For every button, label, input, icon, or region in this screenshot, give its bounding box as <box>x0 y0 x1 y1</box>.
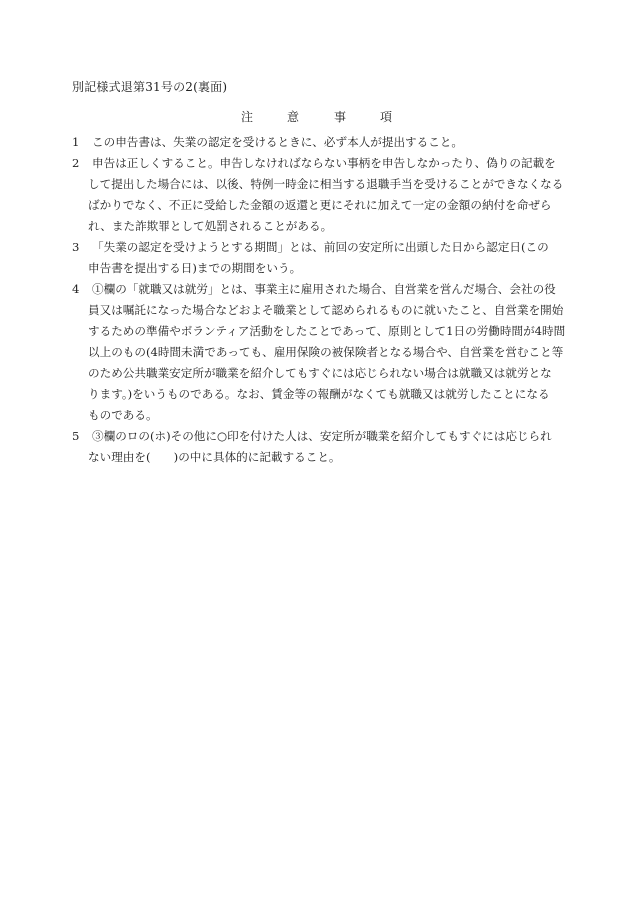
note-line: ③欄のロの(ホ)その他に○印を付けた人は、安定所が職業を紹介してもすぐには応じられ <box>92 429 552 443</box>
note-item <box>72 279 566 426</box>
heading-char: 事 <box>334 110 347 124</box>
note-line: ①欄の「就職又は就労」とは、事業主に雇用された場合、自営業を営んだ場合、会社の役 <box>92 282 556 296</box>
note-line: 申告は正しくすること。申告しなければならない事柄を申告しなかったり、偽りの記載を <box>92 156 556 170</box>
note-item <box>72 153 562 237</box>
note-item <box>72 132 562 153</box>
note-number: 2 <box>72 156 80 170</box>
note-number: 4 <box>72 282 80 296</box>
notes-list <box>72 132 566 468</box>
note-item <box>72 426 562 468</box>
note-line: のため公共職業安定所が職業を紹介してもすぐには応じられない場合は就職又は就労とな <box>88 366 552 380</box>
note-line: ものである。 <box>88 408 158 422</box>
note-line: ります。)をいうものである。なお、賃金等の報酬がなくても就職又は就労したことになる <box>88 387 550 401</box>
note-number: 3 <box>72 240 80 254</box>
note-line: れ、また詐欺罪として処罰されることがある。 <box>88 219 333 233</box>
note-line: 以上のもの(4時間未満であっても、雇用保険の被保険者となる場合や、自営業を営むこと等 <box>88 345 564 359</box>
heading-char: 注 <box>241 110 254 124</box>
note-line: 員又は嘱託になった場合などおよそ職業として認められるものに就いたこと、自営業を開始 <box>88 303 564 317</box>
note-body <box>88 132 562 153</box>
note-body <box>88 153 563 237</box>
note-number: 1 <box>72 135 80 149</box>
note-line: 「失業の認定を受けようとする期間」とは、前回の安定所に出頭した日から認定日(この <box>92 240 549 254</box>
note-body <box>88 426 562 468</box>
note-item <box>72 237 562 279</box>
heading-char: 項 <box>380 110 393 124</box>
note-line: 申告書を提出する日)までの期間をいう。 <box>88 261 302 275</box>
note-line: ばかりでなく、不正に受給した金額の返還と更にそれに加えて一定の金額の納付を命ぜら <box>88 198 552 212</box>
note-number: 5 <box>72 429 80 443</box>
note-body <box>88 237 562 279</box>
heading-char: 意 <box>287 110 300 124</box>
note-line: して提出した場合には、以後、特例一時金に相当する退職手当を受けることができなくなる <box>88 177 564 191</box>
note-body <box>88 279 565 426</box>
note-line: するための準備やボランティア活動をしたことであって、原則として1日の労働時間が4時間 <box>88 324 566 338</box>
note-line: ない理由を( )の中に具体的に記載すること。 <box>88 450 341 464</box>
form-identifier: 別記様式退第31号の2(裏面) <box>72 80 228 94</box>
note-line: この申告書は、失業の認定を受けるときに、必ず本人が提出すること。 <box>92 135 464 149</box>
